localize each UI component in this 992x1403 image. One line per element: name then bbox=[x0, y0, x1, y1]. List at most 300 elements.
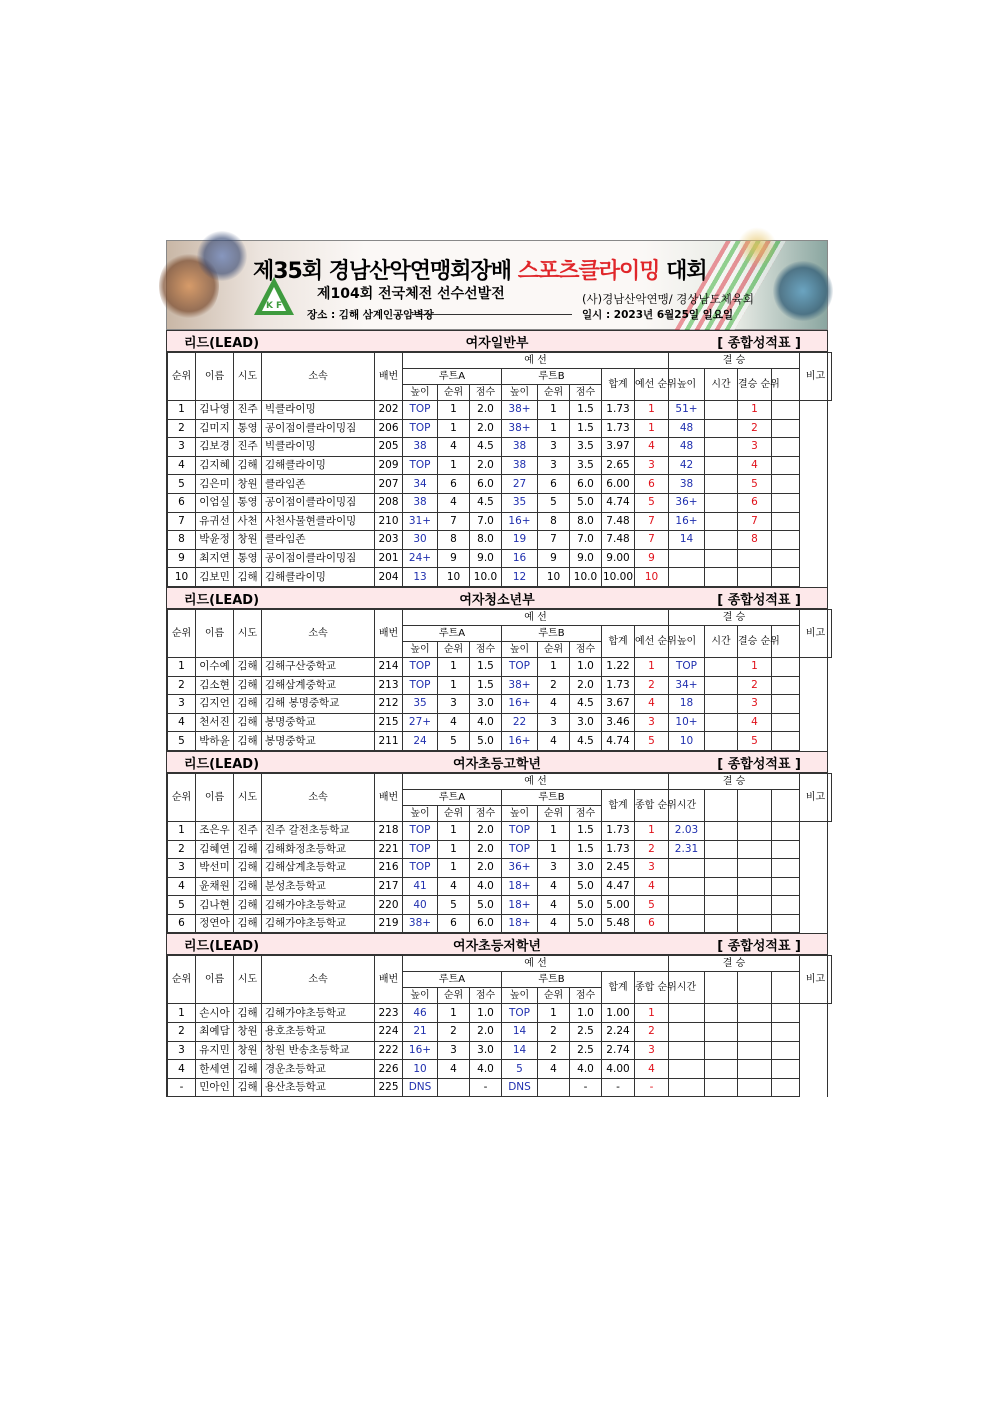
final-height-cell: 42 bbox=[669, 456, 705, 475]
final-rank-header: 결승 순위 bbox=[738, 369, 772, 401]
prelim-rank-header: 예선 순위 bbox=[635, 625, 669, 657]
city-cell: 김해 bbox=[234, 896, 262, 915]
route-a-place-cell: 4 bbox=[438, 438, 470, 457]
bib-cell: 224 bbox=[375, 1023, 403, 1042]
route-a-height-cell: 30 bbox=[403, 531, 438, 550]
note-header: 비고 bbox=[800, 956, 832, 1004]
affiliation-cell: 김해화정초등학교 bbox=[262, 840, 375, 859]
section-title: 여자일반부 bbox=[465, 336, 529, 351]
route-b-place-cell: 4 bbox=[538, 695, 570, 714]
section-header bbox=[167, 933, 827, 955]
note-header: 비고 bbox=[800, 353, 832, 401]
route-b-height-cell: 19 bbox=[502, 531, 538, 550]
total-cell: 6.00 bbox=[602, 475, 635, 494]
route-a-score-cell: 4.0 bbox=[470, 877, 502, 896]
route-a-place-cell: 1 bbox=[438, 676, 470, 695]
affiliation-cell: 김해클라이밍 bbox=[262, 456, 375, 475]
route-a-score-header: 점수 bbox=[470, 641, 502, 657]
rank-cell: 2 bbox=[168, 676, 196, 695]
total-cell: 4.74 bbox=[602, 493, 635, 512]
sheet-type-label: [ 종합성적표 ] bbox=[717, 336, 801, 351]
route-a-place-header: 순위 bbox=[438, 805, 470, 821]
prelim-rank-cell: 3 bbox=[635, 859, 669, 878]
route-b-score-cell: 1.5 bbox=[570, 401, 602, 420]
route-b-height-cell: 38 bbox=[502, 438, 538, 457]
note-cell bbox=[772, 549, 800, 568]
rank-cell: 8 bbox=[168, 531, 196, 550]
route-a-score-cell: 4.0 bbox=[470, 713, 502, 732]
route-b-height-cell: 18+ bbox=[502, 877, 538, 896]
final-time-cell bbox=[705, 821, 738, 840]
final-height-cell: 38 bbox=[669, 475, 705, 494]
prelim-header: 예 선 bbox=[403, 956, 669, 972]
total-cell: 4.47 bbox=[602, 877, 635, 896]
route-a-height-header: 높이 bbox=[403, 805, 438, 821]
header-row bbox=[168, 609, 832, 625]
route-b-place-header: 순위 bbox=[538, 385, 570, 401]
route-b-height-cell: 16 bbox=[502, 549, 538, 568]
rank-header: 순위 bbox=[168, 353, 196, 401]
name-cell: 박윤정 bbox=[196, 531, 234, 550]
total-cell: 10.00 bbox=[602, 568, 635, 587]
name-cell: 김소현 bbox=[196, 676, 234, 695]
bib-cell: 213 bbox=[375, 676, 403, 695]
note-cell bbox=[772, 877, 800, 896]
results-section bbox=[166, 933, 828, 1097]
note-cell bbox=[772, 1041, 800, 1060]
final-time-cell bbox=[705, 568, 738, 587]
final-time-header: 시간 bbox=[669, 789, 705, 821]
name-cell: 김보경 bbox=[196, 438, 234, 457]
final-height-cell: 36+ bbox=[669, 493, 705, 512]
route-a-place-cell: 5 bbox=[438, 732, 470, 751]
rank-header: 순위 bbox=[168, 956, 196, 1004]
bib-cell: 206 bbox=[375, 419, 403, 438]
route-a-height-cell: 31+ bbox=[403, 512, 438, 531]
total-cell: 1.73 bbox=[602, 821, 635, 840]
route-b-score-cell: 2.0 bbox=[570, 676, 602, 695]
total-cell: - bbox=[602, 1078, 635, 1097]
route-b-score-cell: 4.5 bbox=[570, 732, 602, 751]
city-cell: 김해 bbox=[234, 657, 262, 676]
route-b-place-cell: 1 bbox=[538, 840, 570, 859]
name-cell: 이수예 bbox=[196, 657, 234, 676]
route-a-place-cell: 3 bbox=[438, 1041, 470, 1060]
note-cell bbox=[772, 859, 800, 878]
discipline-label: 리드(LEAD) bbox=[184, 592, 260, 608]
table-row bbox=[168, 456, 832, 475]
route-a-height-header: 높이 bbox=[403, 641, 438, 657]
note-cell bbox=[772, 840, 800, 859]
final-empty-header bbox=[705, 789, 738, 821]
route-a-score-cell: 2.0 bbox=[470, 419, 502, 438]
route-a-place-cell: 3 bbox=[438, 695, 470, 714]
final-time-cell bbox=[705, 713, 738, 732]
note-cell bbox=[772, 475, 800, 494]
route-a-height-cell: 21 bbox=[403, 1023, 438, 1042]
prelim-rank-cell: 1 bbox=[635, 1004, 669, 1023]
affiliation-cell: 공이점이클라이밍짐 bbox=[262, 419, 375, 438]
route-a-height-cell: TOP bbox=[403, 657, 438, 676]
bib-cell: 205 bbox=[375, 438, 403, 457]
route-a-header: 루트A bbox=[403, 972, 502, 988]
affiliation-cell: 진주 갈전초등학교 bbox=[262, 821, 375, 840]
bib-cell: 207 bbox=[375, 475, 403, 494]
final-time-header: 시간 bbox=[705, 369, 738, 401]
prelim-rank-cell: 7 bbox=[635, 531, 669, 550]
note-cell bbox=[772, 821, 800, 840]
rank-cell: 3 bbox=[168, 859, 196, 878]
name-header: 이름 bbox=[196, 609, 234, 657]
final-time-cell bbox=[705, 840, 738, 859]
table-row bbox=[168, 732, 832, 751]
final-time-cell bbox=[705, 1060, 738, 1079]
sheet-type-label: [ 종합성적표 ] bbox=[717, 592, 801, 608]
bib-cell: 220 bbox=[375, 896, 403, 915]
final-time-cell bbox=[669, 896, 705, 915]
prelim-rank-cell: 3 bbox=[635, 456, 669, 475]
name-cell: 윤채원 bbox=[196, 877, 234, 896]
route-a-place-header: 순위 bbox=[438, 641, 470, 657]
route-b-place-cell: 7 bbox=[538, 531, 570, 550]
route-a-height-cell: 41 bbox=[403, 877, 438, 896]
name-cell: 천서진 bbox=[196, 713, 234, 732]
route-a-height-cell: TOP bbox=[403, 456, 438, 475]
route-b-place-cell: 2 bbox=[538, 676, 570, 695]
final-height-cell: 14 bbox=[669, 531, 705, 550]
final-rank-cell: 2 bbox=[738, 419, 772, 438]
note-cell bbox=[772, 401, 800, 420]
note-header: 비고 bbox=[800, 609, 832, 657]
route-a-height-cell: 24 bbox=[403, 732, 438, 751]
header-row bbox=[168, 773, 832, 789]
note-cell bbox=[772, 676, 800, 695]
affiliation-cell: 창원 반송초등학교 bbox=[262, 1041, 375, 1060]
city-cell: 김해 bbox=[234, 568, 262, 587]
bib-cell: 208 bbox=[375, 493, 403, 512]
prelim-rank-cell: 6 bbox=[635, 914, 669, 933]
city-cell: 진주 bbox=[234, 438, 262, 457]
affiliation-cell: 김해 봉명중학교 bbox=[262, 695, 375, 714]
prelim-rank-cell: 1 bbox=[635, 419, 669, 438]
table-row bbox=[168, 821, 832, 840]
final-rank-cell bbox=[738, 1041, 772, 1060]
route-b-place-cell: 4 bbox=[538, 877, 570, 896]
route-b-height-cell: 18+ bbox=[502, 914, 538, 933]
final-rank-cell: 3 bbox=[738, 438, 772, 457]
name-cell: 김보민 bbox=[196, 568, 234, 587]
route-a-place-cell: 9 bbox=[438, 549, 470, 568]
affiliation-cell: 봉명중학교 bbox=[262, 713, 375, 732]
note-cell bbox=[772, 732, 800, 751]
route-a-height-cell: 16+ bbox=[403, 1041, 438, 1060]
total-cell: 1.73 bbox=[602, 401, 635, 420]
final-rank-cell bbox=[738, 914, 772, 933]
route-b-place-cell bbox=[538, 1078, 570, 1097]
prelim-rank-cell: 7 bbox=[635, 512, 669, 531]
route-a-score-cell: 2.0 bbox=[470, 821, 502, 840]
city-cell: 김해 bbox=[234, 859, 262, 878]
city-header: 시도 bbox=[234, 956, 262, 1004]
final-rank-cell: 5 bbox=[738, 475, 772, 494]
city-cell: 김해 bbox=[234, 1078, 262, 1097]
name-cell: 박선미 bbox=[196, 859, 234, 878]
route-a-height-cell: 38 bbox=[403, 493, 438, 512]
final-rank-cell bbox=[738, 859, 772, 878]
route-a-score-cell: 2.0 bbox=[470, 859, 502, 878]
note-cell bbox=[772, 568, 800, 587]
note-cell bbox=[772, 657, 800, 676]
total-cell: 4.74 bbox=[602, 732, 635, 751]
route-b-score-cell: 2.5 bbox=[570, 1041, 602, 1060]
route-b-place-cell: 3 bbox=[538, 456, 570, 475]
note-cell bbox=[772, 456, 800, 475]
bib-cell: 218 bbox=[375, 821, 403, 840]
route-a-score-cell: 4.5 bbox=[470, 493, 502, 512]
final-height-cell: 48 bbox=[669, 438, 705, 457]
route-a-height-cell: 38 bbox=[403, 438, 438, 457]
prelim-rank-cell: 2 bbox=[635, 840, 669, 859]
section-header bbox=[167, 330, 827, 352]
affiliation-cell: 김해삼계초등학교 bbox=[262, 859, 375, 878]
rank-header: 순위 bbox=[168, 609, 196, 657]
route-b-score-header: 점수 bbox=[570, 805, 602, 821]
route-b-height-cell: 27 bbox=[502, 475, 538, 494]
final-rank-cell: 3 bbox=[738, 695, 772, 714]
route-b-score-header: 점수 bbox=[570, 641, 602, 657]
final-height-header: 높이 bbox=[669, 625, 705, 657]
final-time-cell bbox=[705, 531, 738, 550]
city-cell: 김해 bbox=[234, 1060, 262, 1079]
final-time-cell bbox=[705, 1078, 738, 1097]
route-b-score-cell: 5.0 bbox=[570, 493, 602, 512]
total-cell: 5.00 bbox=[602, 896, 635, 915]
route-b-height-cell: 38+ bbox=[502, 401, 538, 420]
route-b-score-cell: 3.0 bbox=[570, 713, 602, 732]
final-time-cell bbox=[705, 1023, 738, 1042]
prelim-rank-cell: - bbox=[635, 1078, 669, 1097]
route-b-place-cell: 4 bbox=[538, 732, 570, 751]
bib-cell: 215 bbox=[375, 713, 403, 732]
final-time-cell bbox=[705, 549, 738, 568]
route-a-score-cell: 2.0 bbox=[470, 456, 502, 475]
route-a-height-cell: TOP bbox=[403, 401, 438, 420]
affiliation-header: 소속 bbox=[262, 773, 375, 821]
total-header: 합계 bbox=[602, 972, 635, 1004]
bib-cell: 217 bbox=[375, 877, 403, 896]
route-a-height-cell: TOP bbox=[403, 676, 438, 695]
route-b-height-cell: 38+ bbox=[502, 676, 538, 695]
name-cell: 민아인 bbox=[196, 1078, 234, 1097]
rank-cell: 6 bbox=[168, 914, 196, 933]
affiliation-cell: 공이점이클라이밍짐 bbox=[262, 549, 375, 568]
final-rank-cell bbox=[738, 549, 772, 568]
route-b-score-cell: 8.0 bbox=[570, 512, 602, 531]
route-a-height-cell: 40 bbox=[403, 896, 438, 915]
final-time-cell bbox=[669, 1078, 705, 1097]
name-cell: 손시아 bbox=[196, 1004, 234, 1023]
route-b-score-cell: 3.0 bbox=[570, 859, 602, 878]
city-cell: 창원 bbox=[234, 475, 262, 494]
route-b-height-cell: DNS bbox=[502, 1078, 538, 1097]
prelim-rank-cell: 1 bbox=[635, 657, 669, 676]
route-a-score-cell: 4.5 bbox=[470, 438, 502, 457]
final-rank-cell bbox=[738, 840, 772, 859]
prelim-rank-cell: 2 bbox=[635, 676, 669, 695]
table-row bbox=[168, 695, 832, 714]
route-a-height-cell: 10 bbox=[403, 1060, 438, 1079]
bib-cell: 223 bbox=[375, 1004, 403, 1023]
total-cell: 2.45 bbox=[602, 859, 635, 878]
final-time-cell bbox=[669, 859, 705, 878]
city-cell: 창원 bbox=[234, 531, 262, 550]
results-section bbox=[166, 330, 828, 587]
event-subtitle: 제104회 전국체전 선수선발전 bbox=[317, 286, 505, 302]
city-header: 시도 bbox=[234, 353, 262, 401]
table-row bbox=[168, 676, 832, 695]
route-b-place-cell: 3 bbox=[538, 859, 570, 878]
total-cell: 1.73 bbox=[602, 419, 635, 438]
route-b-score-cell: 5.0 bbox=[570, 877, 602, 896]
rank-cell: 7 bbox=[168, 512, 196, 531]
route-a-place-header: 순위 bbox=[438, 988, 470, 1004]
sheet-type-label: [ 종합성적표 ] bbox=[717, 939, 801, 955]
route-a-place-cell bbox=[438, 1078, 470, 1097]
bib-cell: 202 bbox=[375, 401, 403, 420]
note-cell bbox=[772, 512, 800, 531]
route-a-place-cell: 1 bbox=[438, 401, 470, 420]
final-height-cell: TOP bbox=[669, 657, 705, 676]
route-b-height-cell: 35 bbox=[502, 493, 538, 512]
table-row bbox=[168, 1041, 832, 1060]
table-row bbox=[168, 914, 832, 933]
route-b-score-cell: 5.0 bbox=[570, 914, 602, 933]
route-a-header: 루트A bbox=[403, 369, 502, 385]
final-rank-cell: 7 bbox=[738, 512, 772, 531]
final-time-cell bbox=[705, 456, 738, 475]
final-height-cell bbox=[669, 549, 705, 568]
note-cell bbox=[772, 531, 800, 550]
table-row bbox=[168, 1023, 832, 1042]
city-cell: 사천 bbox=[234, 512, 262, 531]
city-cell: 통영 bbox=[234, 493, 262, 512]
final-rank-cell bbox=[738, 1078, 772, 1097]
city-cell: 김해 bbox=[234, 456, 262, 475]
bib-cell: 226 bbox=[375, 1060, 403, 1079]
name-cell: 김나현 bbox=[196, 896, 234, 915]
route-b-height-cell: 16+ bbox=[502, 512, 538, 531]
final-rank-cell: 1 bbox=[738, 657, 772, 676]
name-cell: 조은우 bbox=[196, 821, 234, 840]
final-rank-cell bbox=[738, 877, 772, 896]
prelim-rank-cell: 3 bbox=[635, 1041, 669, 1060]
total-header: 합계 bbox=[602, 625, 635, 657]
event-title bbox=[253, 254, 707, 285]
name-header: 이름 bbox=[196, 956, 234, 1004]
route-a-place-cell: 1 bbox=[438, 840, 470, 859]
route-a-place-cell: 1 bbox=[438, 657, 470, 676]
final-height-header: 높이 bbox=[669, 369, 705, 401]
table-row bbox=[168, 531, 832, 550]
event-banner bbox=[166, 240, 828, 330]
bib-cell: 204 bbox=[375, 568, 403, 587]
bib-cell: 216 bbox=[375, 859, 403, 878]
final-time-cell bbox=[669, 1004, 705, 1023]
route-a-place-cell: 6 bbox=[438, 914, 470, 933]
results-table bbox=[167, 773, 832, 934]
affiliation-cell: 용산초등학교 bbox=[262, 1078, 375, 1097]
route-b-score-cell: 1.5 bbox=[570, 821, 602, 840]
note-cell bbox=[772, 1060, 800, 1079]
note-header: 비고 bbox=[800, 773, 832, 821]
bib-header: 배번 bbox=[375, 773, 403, 821]
final-time-cell bbox=[705, 914, 738, 933]
affiliation-cell: 용호초등학교 bbox=[262, 1023, 375, 1042]
rank-cell: 5 bbox=[168, 732, 196, 751]
route-b-place-cell: 8 bbox=[538, 512, 570, 531]
final-rank-cell bbox=[738, 896, 772, 915]
table-row bbox=[168, 401, 832, 420]
rank-cell: - bbox=[168, 1078, 196, 1097]
affiliation-cell: 공이점이클라이밍짐 bbox=[262, 493, 375, 512]
note-cell bbox=[772, 419, 800, 438]
final-time-cell bbox=[705, 512, 738, 531]
table-row bbox=[168, 1078, 832, 1097]
route-b-place-cell: 6 bbox=[538, 475, 570, 494]
route-a-score-cell: 1.5 bbox=[470, 676, 502, 695]
rank-cell: 4 bbox=[168, 713, 196, 732]
final-time-cell bbox=[705, 657, 738, 676]
table-row bbox=[168, 840, 832, 859]
name-cell: 김은미 bbox=[196, 475, 234, 494]
affiliation-cell: 클라임존 bbox=[262, 531, 375, 550]
banner-photo-right-2 bbox=[737, 227, 777, 267]
final-height-cell: 10+ bbox=[669, 713, 705, 732]
note-cell bbox=[772, 713, 800, 732]
route-b-height-cell: 5 bbox=[502, 1060, 538, 1079]
final-header: 결 승 bbox=[669, 773, 800, 789]
final-time-cell bbox=[705, 896, 738, 915]
final-header: 결 승 bbox=[669, 956, 800, 972]
city-cell: 진주 bbox=[234, 821, 262, 840]
route-a-place-cell: 1 bbox=[438, 859, 470, 878]
total-cell: 1.00 bbox=[602, 1004, 635, 1023]
route-b-score-cell: 1.0 bbox=[570, 1004, 602, 1023]
route-a-height-cell: 13 bbox=[403, 568, 438, 587]
route-b-score-cell: 4.5 bbox=[570, 695, 602, 714]
event-title-part4: 대회 bbox=[659, 259, 707, 284]
route-a-score-cell: 3.0 bbox=[470, 1041, 502, 1060]
rank-cell: 1 bbox=[168, 1004, 196, 1023]
rank-header: 순위 bbox=[168, 773, 196, 821]
final-header: 결 승 bbox=[669, 353, 800, 369]
final-rank-cell bbox=[738, 821, 772, 840]
bib-cell: 225 bbox=[375, 1078, 403, 1097]
route-a-score-cell: 1.5 bbox=[470, 657, 502, 676]
route-a-height-cell: 38+ bbox=[403, 914, 438, 933]
route-a-score-header: 점수 bbox=[470, 988, 502, 1004]
note-cell bbox=[772, 1004, 800, 1023]
bib-cell: 221 bbox=[375, 840, 403, 859]
rank-cell: 2 bbox=[168, 840, 196, 859]
name-cell: 김미지 bbox=[196, 419, 234, 438]
name-cell: 박하윤 bbox=[196, 732, 234, 751]
route-b-score-cell: 3.5 bbox=[570, 438, 602, 457]
note-cell bbox=[772, 1078, 800, 1097]
logo-letter-k: K bbox=[266, 301, 273, 311]
prelim-rank-cell: 4 bbox=[635, 695, 669, 714]
route-b-place-cell: 1 bbox=[538, 657, 570, 676]
